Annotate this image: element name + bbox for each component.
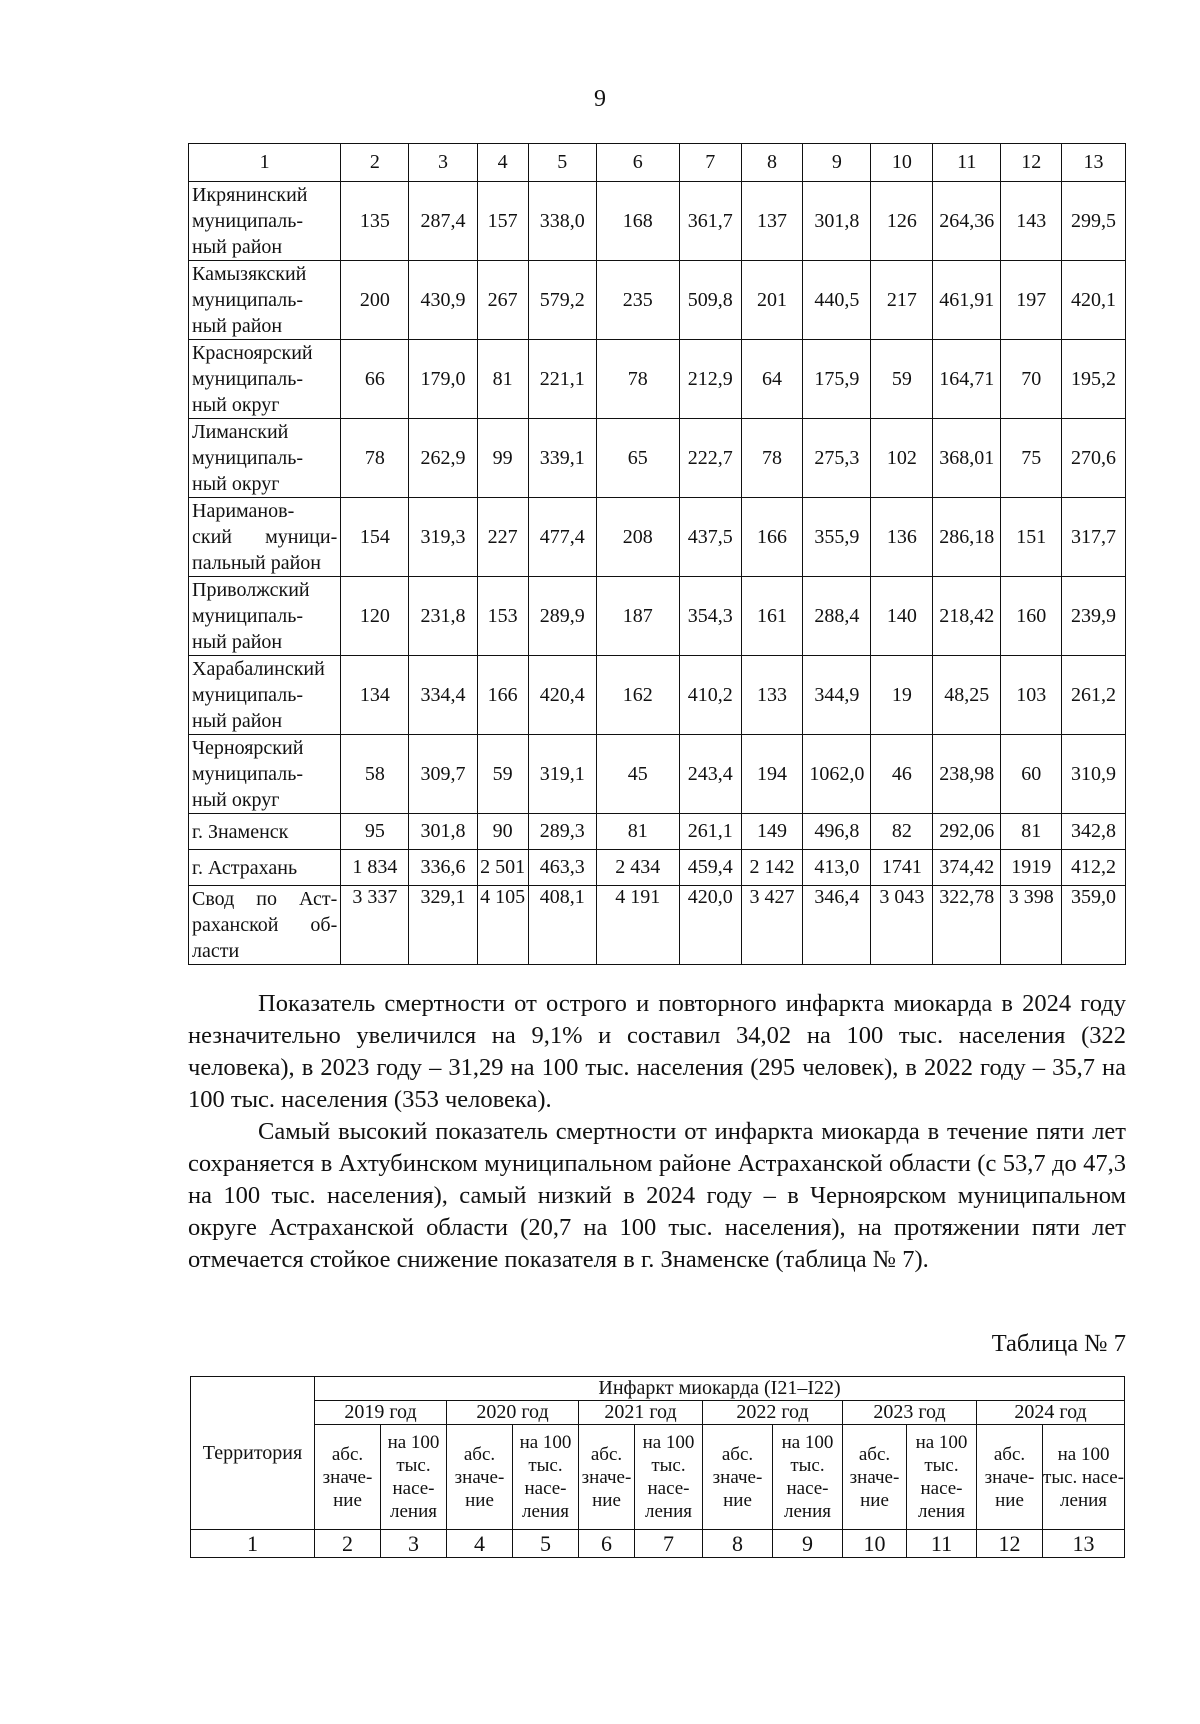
- table-cell: 292,06: [933, 814, 1001, 850]
- table-cell: 2 142: [741, 850, 803, 886]
- paragraph-highest-lowest: Самый высокий показатель смертности от инфаркта миокарда в течение пяти лет сохраняется в Ахтубинском муниципальном районе Астраханской области (с 53,7 до 47,3 на 100 тыс. населения), самый низкий в 2024 году – в Черноярском муниципальном округе Астраханской области (20,7 на 100 тыс. населения), на протяжении пяти лет отмечается стойкое снижение показателя в г. Знаменске (таблица № 7).: [188, 1118, 1126, 1273]
- table-cell: 3 398: [1001, 886, 1062, 965]
- table-cell: 90: [477, 814, 528, 850]
- table-cell: 81: [596, 814, 679, 850]
- table-cell: 420,1: [1062, 261, 1126, 340]
- column-number: 2: [341, 144, 409, 182]
- per-100k-header: на 100 тыс. насе- ления: [907, 1425, 977, 1530]
- table-cell: 164,71: [933, 340, 1001, 419]
- table-row: [189, 656, 1126, 735]
- column-number: 6: [596, 144, 679, 182]
- table-cell: 461,91: [933, 261, 1001, 340]
- table-cell: 3 427: [741, 886, 803, 965]
- myocardial-infarction-table-header: [190, 1376, 1125, 1558]
- abs-value-header: абс. значе- ние: [315, 1425, 381, 1530]
- table-cell: 239,9: [1062, 577, 1126, 656]
- table-cell: 59: [871, 340, 933, 419]
- table-cell: 410,2: [679, 656, 741, 735]
- table-cell: 374,42: [933, 850, 1001, 886]
- territory-name-line: муниципаль-: [192, 684, 303, 706]
- table-cell: 459,4: [679, 850, 741, 886]
- column-number: 8: [741, 144, 803, 182]
- table-cell: 261,2: [1062, 656, 1126, 735]
- column-number: 7: [679, 144, 741, 182]
- table-cell: 334,4: [409, 656, 477, 735]
- table-cell: 157: [477, 182, 528, 261]
- table-cell: 319,3: [409, 498, 477, 577]
- table-cell: 319,1: [528, 735, 596, 814]
- table-row: [189, 340, 1126, 419]
- table-cell: 288,4: [803, 577, 871, 656]
- column-number: 5: [513, 1530, 579, 1558]
- territory-name-line: Красноярский: [192, 342, 313, 364]
- table-cell: 218,42: [933, 577, 1001, 656]
- territory-name-line: муниципаль-: [192, 605, 303, 627]
- table-cell: 64: [741, 340, 803, 419]
- table-cell: 1919: [1001, 850, 1062, 886]
- table-cell: 187: [596, 577, 679, 656]
- column-number: 4: [477, 144, 528, 182]
- table-cell: 78: [741, 419, 803, 498]
- table-cell: 1741: [871, 850, 933, 886]
- year-header: 2019 год: [315, 1401, 447, 1425]
- abs-value-header: абс. значе- ние: [579, 1425, 635, 1530]
- table-cell: 412,2: [1062, 850, 1126, 886]
- column-number: 8: [703, 1530, 773, 1558]
- table-cell: 309,7: [409, 735, 477, 814]
- table-cell: 217: [871, 261, 933, 340]
- territory-name-line: г. Астрахань: [192, 856, 298, 879]
- table-cell: 4 191: [596, 886, 679, 965]
- table-cell: 430,9: [409, 261, 477, 340]
- table-cell: 222,7: [679, 419, 741, 498]
- column-number: 13: [1062, 144, 1126, 182]
- abs-value-header: абс. значе- ние: [703, 1425, 773, 1530]
- table-row: [189, 182, 1126, 261]
- table-caption: Таблица № 7: [991, 1330, 1126, 1357]
- table-cell: 579,2: [528, 261, 596, 340]
- year-header: 2021 год: [579, 1401, 703, 1425]
- table-cell: 286,18: [933, 498, 1001, 577]
- territory-name-line: муниципаль-: [192, 289, 303, 311]
- table-cell: 78: [596, 340, 679, 419]
- table-cell: 212,9: [679, 340, 741, 419]
- column-number: 11: [933, 144, 1001, 182]
- territory-name: [189, 498, 341, 577]
- table-cell: 275,3: [803, 419, 871, 498]
- table-cell: 175,9: [803, 340, 871, 419]
- abs-value-header: абс. значе- ние: [977, 1425, 1043, 1530]
- territory-name-line: Камызякский: [192, 263, 307, 285]
- table-cell: 135: [341, 182, 409, 261]
- table-cell: 339,1: [528, 419, 596, 498]
- table-cell: 134: [341, 656, 409, 735]
- table-cell: 420,4: [528, 656, 596, 735]
- table-cell: 65: [596, 419, 679, 498]
- table-cell: 81: [1001, 814, 1062, 850]
- table-cell: 201: [741, 261, 803, 340]
- territory-name-line: Приволжский: [192, 579, 310, 601]
- table-cell: 154: [341, 498, 409, 577]
- table-row: [189, 577, 1126, 656]
- table-cell: 2 434: [596, 850, 679, 886]
- table-cell: 81: [477, 340, 528, 419]
- table-cell: 329,1: [409, 886, 477, 965]
- per-100k-header: на 100 тыс. насе- ления: [1043, 1425, 1125, 1530]
- column-number: 1: [191, 1530, 315, 1558]
- territory-name: [189, 419, 341, 498]
- territory-name-line: г. Знаменск: [192, 820, 289, 843]
- table-cell: 243,4: [679, 735, 741, 814]
- column-number: 2: [315, 1530, 381, 1558]
- column-number: 4: [447, 1530, 513, 1558]
- column-number: 5: [528, 144, 596, 182]
- table-cell: 149: [741, 814, 803, 850]
- year-header: 2020 год: [447, 1401, 579, 1425]
- table-cell: 301,8: [409, 814, 477, 850]
- table-cell: 95: [341, 814, 409, 850]
- table-cell: 221,1: [528, 340, 596, 419]
- table-cell: 336,6: [409, 850, 477, 886]
- table-cell: 322,78: [933, 886, 1001, 965]
- table-cell: 344,9: [803, 656, 871, 735]
- table-cell: 46: [871, 735, 933, 814]
- territory-name-line: Лиманский: [192, 421, 289, 443]
- table-cell: 166: [477, 656, 528, 735]
- table-cell: 1 834: [341, 850, 409, 886]
- territory-name-line: Нариманов-: [192, 500, 295, 522]
- column-number: 1: [189, 144, 341, 182]
- table-cell: 126: [871, 182, 933, 261]
- territory-name-line: ный район: [192, 631, 283, 653]
- table-cell: 19: [871, 656, 933, 735]
- table-cell: 289,9: [528, 577, 596, 656]
- table-row: [189, 261, 1126, 340]
- table-cell: 287,4: [409, 182, 477, 261]
- table-cell: 301,8: [803, 182, 871, 261]
- column-number: 6: [579, 1530, 635, 1558]
- territory-name-line: ный округ: [192, 394, 280, 416]
- column-number: 12: [977, 1530, 1043, 1558]
- table-cell: 3 337: [341, 886, 409, 965]
- table-cell: 160: [1001, 577, 1062, 656]
- table-cell: 231,8: [409, 577, 477, 656]
- territory-name-line: ный округ: [192, 473, 280, 495]
- territory-name-line: муниципаль-: [192, 447, 303, 469]
- territory-name-line: пальный район: [192, 552, 321, 574]
- abs-value-header: абс. значе- ние: [843, 1425, 907, 1530]
- territory-name-line: Свод по Аст-: [192, 888, 338, 910]
- table-cell: 103: [1001, 656, 1062, 735]
- table-cell: 120: [341, 577, 409, 656]
- territory-name-line: Икрянинский: [192, 184, 308, 206]
- territory-header: Территория: [191, 1377, 315, 1530]
- territory-name: [189, 735, 341, 814]
- page-number: 9: [594, 86, 606, 112]
- table-cell: 194: [741, 735, 803, 814]
- table-row: [189, 850, 1126, 886]
- table-cell: 1062,0: [803, 735, 871, 814]
- table-cell: 437,5: [679, 498, 741, 577]
- table-cell: 342,8: [1062, 814, 1126, 850]
- group-header: Инфаркт миокарда (I21–I22): [315, 1377, 1125, 1401]
- column-number: 13: [1043, 1530, 1125, 1558]
- table-cell: 420,0: [679, 886, 741, 965]
- table-cell: 355,9: [803, 498, 871, 577]
- table-cell: 361,7: [679, 182, 741, 261]
- territory-name-line: ный район: [192, 315, 283, 337]
- table-cell: 408,1: [528, 886, 596, 965]
- table-cell: 166: [741, 498, 803, 577]
- table-cell: 238,98: [933, 735, 1001, 814]
- territory-name: [189, 814, 341, 850]
- per-100k-header: на 100 тыс. насе- ления: [381, 1425, 447, 1530]
- table-row: [189, 886, 1126, 965]
- table-cell: 235: [596, 261, 679, 340]
- table-cell: 153: [477, 577, 528, 656]
- abs-value-header: абс. значе- ние: [447, 1425, 513, 1530]
- table-cell: 2 501: [477, 850, 528, 886]
- table-cell: 3 043: [871, 886, 933, 965]
- table-cell: 151: [1001, 498, 1062, 577]
- table-cell: 45: [596, 735, 679, 814]
- column-number: 9: [773, 1530, 843, 1558]
- table-cell: 200: [341, 261, 409, 340]
- table-cell: 463,3: [528, 850, 596, 886]
- table-cell: 227: [477, 498, 528, 577]
- per-100k-header: на 100 тыс. насе- ления: [635, 1425, 703, 1530]
- table-cell: 270,6: [1062, 419, 1126, 498]
- territory-name: [189, 850, 341, 886]
- table-cell: 168: [596, 182, 679, 261]
- table-cell: 197: [1001, 261, 1062, 340]
- table-cell: 346,4: [803, 886, 871, 965]
- table-cell: 4 105: [477, 886, 528, 965]
- table-cell: 133: [741, 656, 803, 735]
- table-cell: 143: [1001, 182, 1062, 261]
- territory-name-line: муниципаль-: [192, 210, 303, 232]
- territory-name: [189, 577, 341, 656]
- territory-name-line: ный район: [192, 236, 283, 258]
- territory-name-line: раханской об-: [192, 914, 338, 936]
- table-cell: 78: [341, 419, 409, 498]
- per-100k-header: на 100 тыс. насе- ления: [513, 1425, 579, 1530]
- territory-name: [189, 261, 341, 340]
- table-cell: 60: [1001, 735, 1062, 814]
- table-cell: 264,36: [933, 182, 1001, 261]
- year-header: 2024 год: [977, 1401, 1125, 1425]
- table-cell: 261,1: [679, 814, 741, 850]
- table-row: [189, 419, 1126, 498]
- table-cell: 310,9: [1062, 735, 1126, 814]
- year-header: 2022 год: [703, 1401, 843, 1425]
- table-cell: 413,0: [803, 850, 871, 886]
- table-row: [189, 814, 1126, 850]
- territory-name-line: ный округ: [192, 789, 280, 811]
- table-cell: 477,4: [528, 498, 596, 577]
- table-cell: 262,9: [409, 419, 477, 498]
- table-cell: 195,2: [1062, 340, 1126, 419]
- table-cell: 137: [741, 182, 803, 261]
- table-cell: 338,0: [528, 182, 596, 261]
- table-cell: 299,5: [1062, 182, 1126, 261]
- table-cell: 509,8: [679, 261, 741, 340]
- column-number: 10: [843, 1530, 907, 1558]
- territory-name-line: муниципаль-: [192, 368, 303, 390]
- table-cell: 102: [871, 419, 933, 498]
- column-number: 3: [381, 1530, 447, 1558]
- table-cell: 208: [596, 498, 679, 577]
- table-cell: 75: [1001, 419, 1062, 498]
- territory-name-line: ласти: [192, 940, 240, 962]
- table-cell: 59: [477, 735, 528, 814]
- table-cell: 82: [871, 814, 933, 850]
- territory-name: [189, 886, 341, 965]
- table-row: [189, 498, 1126, 577]
- territory-name-line: муниципаль-: [192, 763, 303, 785]
- table-cell: 440,5: [803, 261, 871, 340]
- table-cell: 140: [871, 577, 933, 656]
- territory-name-line: ный район: [192, 710, 283, 732]
- territory-name-line: Харабалинский: [192, 658, 325, 680]
- table-cell: 267: [477, 261, 528, 340]
- table-cell: 368,01: [933, 419, 1001, 498]
- table-cell: 354,3: [679, 577, 741, 656]
- column-number: 11: [907, 1530, 977, 1558]
- table-row: [189, 735, 1126, 814]
- territory-name-line: ский муници-: [192, 526, 338, 548]
- table-cell: 66: [341, 340, 409, 419]
- year-header: 2023 год: [843, 1401, 977, 1425]
- table-cell: 359,0: [1062, 886, 1126, 965]
- column-number: 12: [1001, 144, 1062, 182]
- table-cell: 99: [477, 419, 528, 498]
- table-cell: 136: [871, 498, 933, 577]
- territory-name: [189, 656, 341, 735]
- territory-name-line: Черноярский: [192, 737, 304, 759]
- territory-name: [189, 340, 341, 419]
- table-cell: 48,25: [933, 656, 1001, 735]
- table-cell: 317,7: [1062, 498, 1126, 577]
- column-number: 10: [871, 144, 933, 182]
- column-number: 9: [803, 144, 871, 182]
- table-cell: 161: [741, 577, 803, 656]
- table-cell: 179,0: [409, 340, 477, 419]
- table-cell: 70: [1001, 340, 1062, 419]
- table-cell: 162: [596, 656, 679, 735]
- mortality-table-continued: [188, 143, 1126, 965]
- column-number: 3: [409, 144, 477, 182]
- territory-name: [189, 182, 341, 261]
- table-cell: 289,3: [528, 814, 596, 850]
- paragraph-infarction-rate: Показатель смертности от острого и повторного инфаркта миокарда в 2024 году незначительно увеличился на 9,1% и составил 34,02 на 100 тыс. населения (322 человека), в 2023 году – 31,29 на 100 тыс. населения (295 человек), в 2022 году – 35,7 на 100 тыс. населения (353 человека).: [188, 990, 1126, 1113]
- table-cell: 496,8: [803, 814, 871, 850]
- table-cell: 58: [341, 735, 409, 814]
- per-100k-header: на 100 тыс. насе- ления: [773, 1425, 843, 1530]
- column-number: 7: [635, 1530, 703, 1558]
